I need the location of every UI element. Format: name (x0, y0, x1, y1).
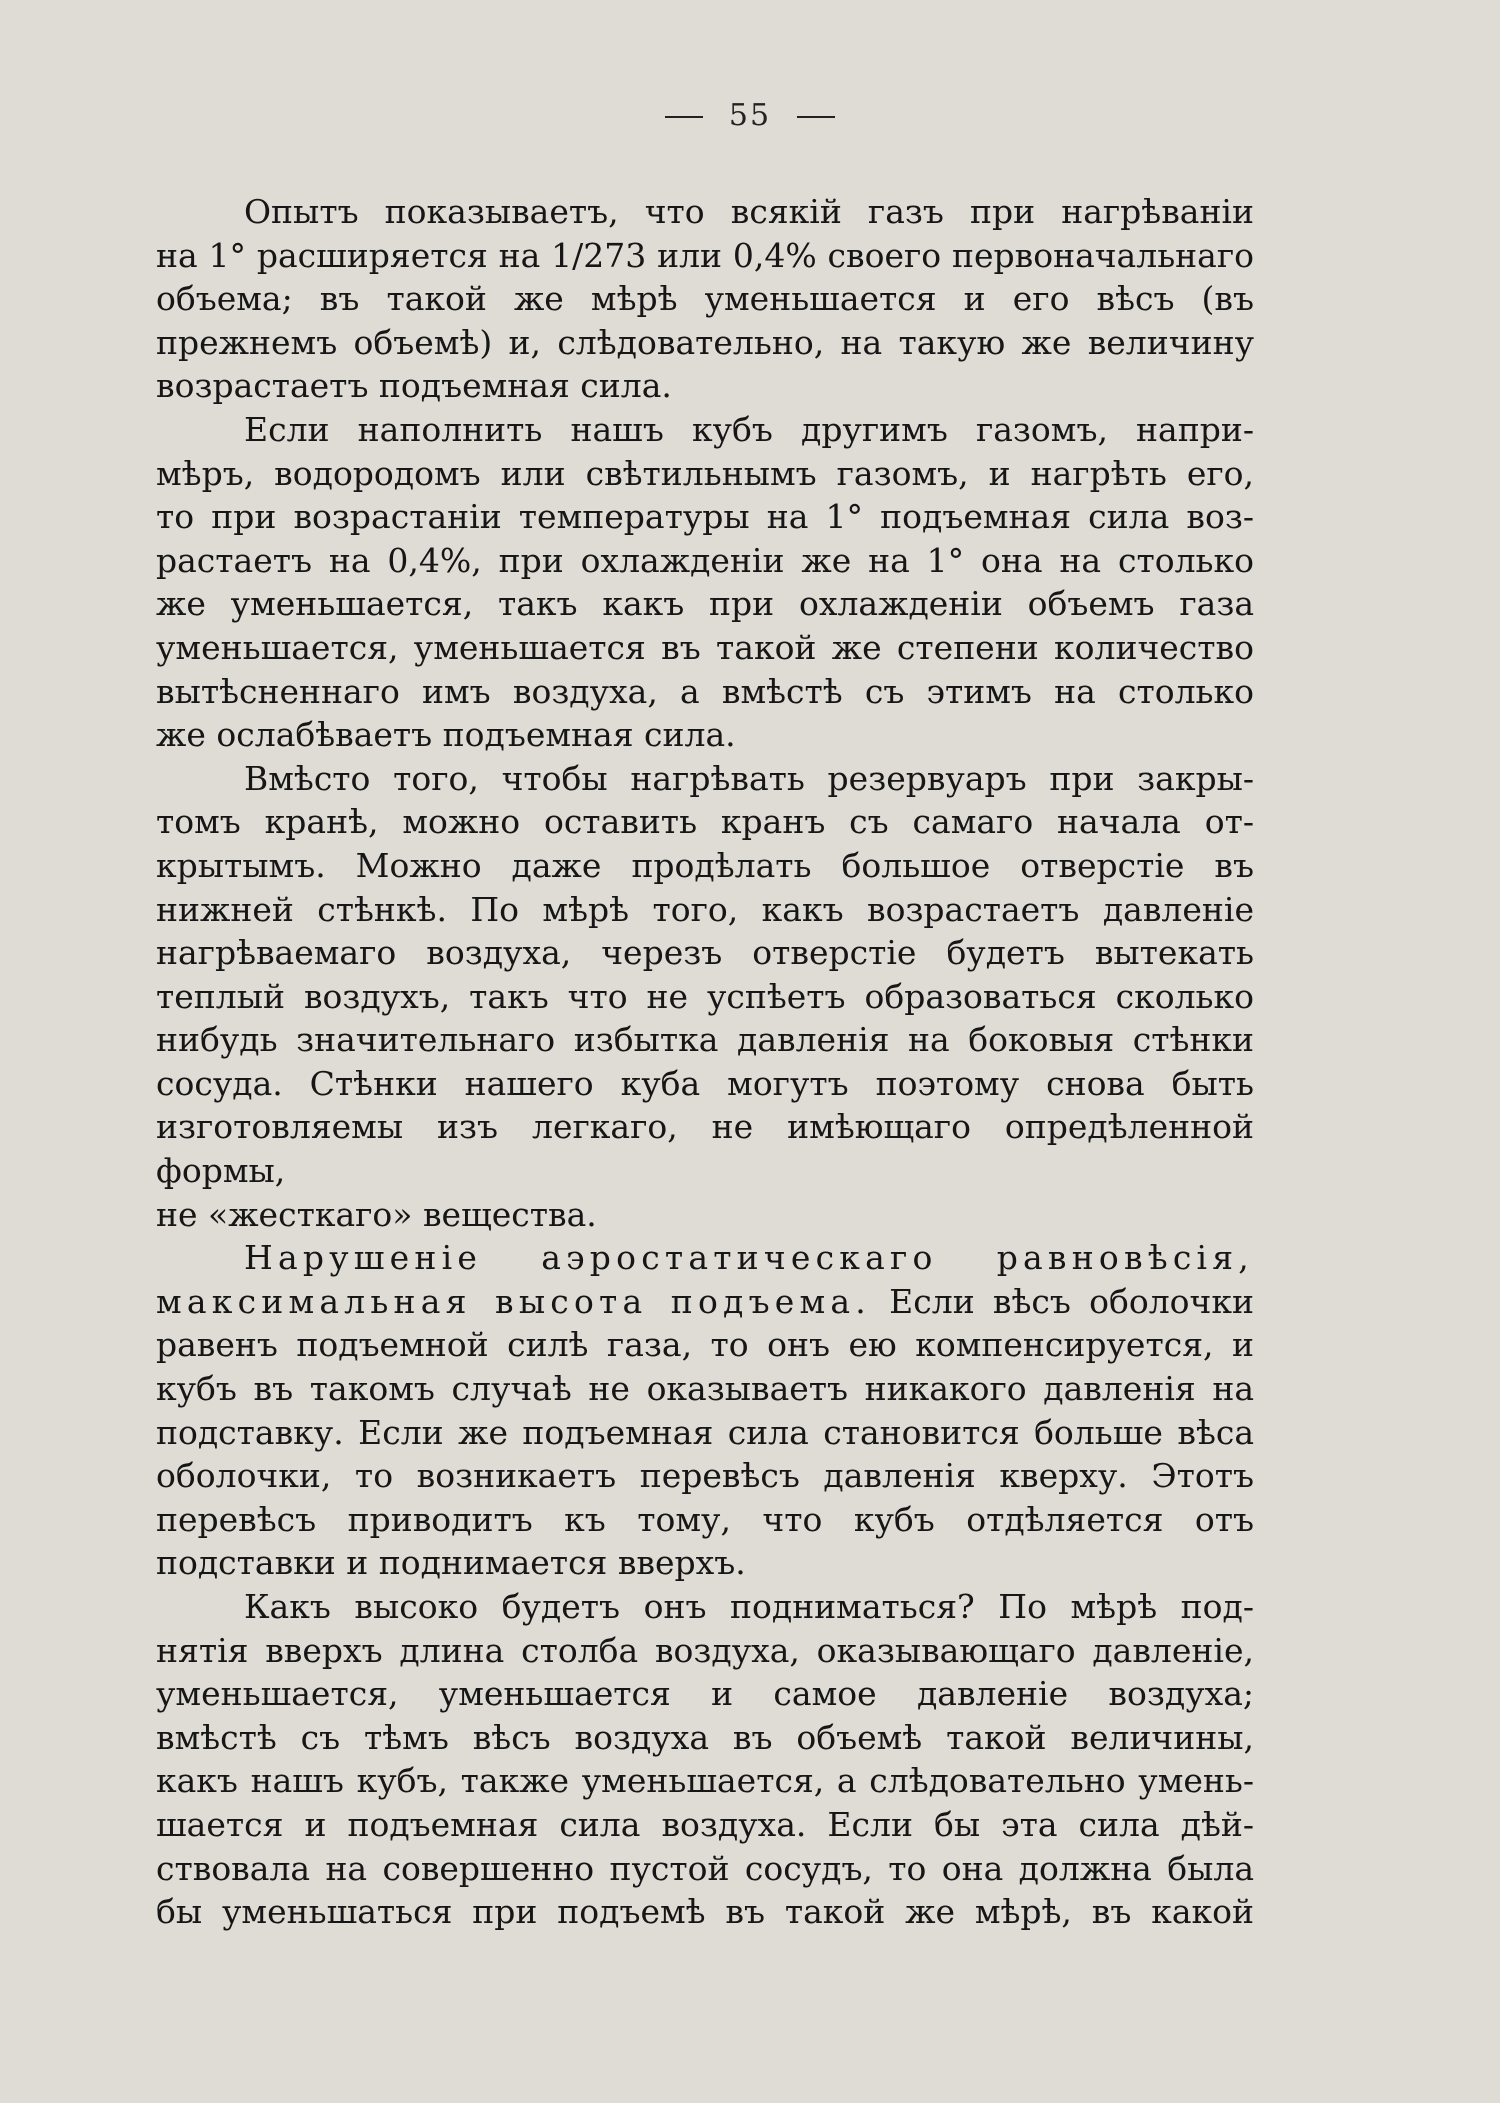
page-number: 55 (728, 98, 772, 133)
paragraph-4-line-3: кубъ въ такомъ случаѣ не оказываетъ никакого давленія на (156, 1369, 1254, 1409)
paragraph-2-line-3: то при возрастаніи температуры на 1° подъемная сила воз- (156, 497, 1254, 537)
paragraph-5-line-1: Какъ высоко будетъ онъ подниматься? По мѣрѣ под- (244, 1587, 1254, 1626)
paragraph-3-line-8: сосуда. Стѣнки нашего куба могутъ поэтому снова быть (156, 1063, 1254, 1103)
page-header (0, 98, 1500, 133)
paragraph-5-line-2: нятія вверхъ длина столба воздуха, оказывающаго давленіе, (156, 1630, 1254, 1670)
paragraph-3-line-7: нибудь значительнаго избытка давленія на боковыя стѣнки (156, 1020, 1254, 1060)
paragraph-2-line-1: Если наполнить нашъ кубъ другимъ газомъ, напри- (244, 409, 1254, 449)
paragraph-2-line-6: уменьшается, уменьшается въ такой же степени количество (156, 627, 1254, 667)
left-dash (665, 116, 703, 118)
section-heading-continued: максимальная высота подъема. (156, 1281, 871, 1321)
paragraph-1-line-3: объема; въ такой же мѣрѣ уменьшается и его вѣсъ (въ (156, 279, 1254, 319)
paragraph-2-line-2: мѣръ, водородомъ или свѣтильнымъ газомъ, и нагрѣть его, (156, 453, 1254, 493)
paragraph-4-line-2: равенъ подъемной силѣ газа, то онъ ею компенсируется, и (156, 1325, 1254, 1365)
paragraph-2-line-4: растаетъ на 0,4%, при охлажденіи же на 1° она на столько (156, 540, 1254, 580)
paragraph-4-line-5: оболочки, то возникаетъ перевѣсъ давленія кверху. Этотъ (156, 1456, 1254, 1496)
paragraph-3-line-9: изготовляемы изъ легкаго, не имѣющаго опредѣленной формы, (156, 1107, 1254, 1191)
paragraph-2-line-5: же уменьшается, такъ какъ при охлажденіи объемъ газа (156, 584, 1254, 624)
paragraph-3-line-10: не «жесткаго» вещества. (156, 1194, 597, 1234)
section-heading: Нарушеніе аэростатическаго равновѣсія, (244, 1238, 1254, 1278)
paragraph-5-line-5: какъ нашъ кубъ, также уменьшается, а слѣдовательно умень- (156, 1761, 1254, 1801)
paragraph-4 (156, 1236, 1254, 1585)
paragraph-2-line-8: же ослабѣваетъ подъемная сила. (156, 715, 736, 755)
paragraph-2-line-7: вытѣсненнаго имъ воздуха, а вмѣстѣ съ этимъ на столько (156, 671, 1254, 711)
paragraph-3-line-5: нагрѣваемаго воздуха, черезъ отверстіе будетъ вытекать (156, 933, 1254, 973)
paragraph-5-line-7: ствовала на совершенно пустой сосудъ, то она должна была (156, 1848, 1254, 1888)
paragraph-1-line-2: на 1° расширяется на 1/273 или 0,4% своего первоначальнаго (156, 235, 1254, 275)
paragraph-4-line-1 (156, 1280, 1254, 1324)
paragraph-3-line-2: томъ кранѣ, можно оставить кранъ съ самаго начала от- (156, 802, 1254, 842)
paragraph-4-line-1-text: Если вѣсъ оболочки (889, 1281, 1254, 1321)
paragraph-3-line-6: теплый воздухъ, такъ что не успѣетъ образоваться сколько (156, 976, 1254, 1016)
paragraph-3-line-3: крытымъ. Можно даже продѣлать большое отверстіе въ (156, 845, 1254, 885)
paragraph-1 (156, 190, 1254, 408)
paragraph-5-line-8: бы уменьшаться при подъемѣ въ такой же мѣрѣ, въ какой (156, 1892, 1254, 1932)
paragraph-2 (156, 408, 1254, 757)
paragraph-1-line-1: Опытъ показываетъ, что всякій газъ при нагрѣваніи (244, 192, 1254, 231)
paragraph-5-line-4: вмѣстѣ съ тѣмъ вѣсъ воздуха въ объемѣ такой величины, (156, 1717, 1254, 1757)
paragraph-5-line-3: уменьшается, уменьшается и самое давленіе воздуха; (156, 1674, 1254, 1714)
page-body (156, 190, 1254, 1934)
paragraph-5 (156, 1585, 1254, 1934)
right-dash (797, 116, 835, 118)
paragraph-1-line-5: возрастаетъ подъемная сила. (156, 366, 672, 406)
paragraph-5-line-6: шается и подъемная сила воздуха. Если бы эта сила дѣй- (156, 1804, 1254, 1844)
paragraph-3-line-1: Вмѣсто того, чтобы нагрѣвать резервуаръ при закры- (244, 758, 1254, 798)
paragraph-4-line-6: перевѣсъ приводитъ къ тому, что кубъ отдѣляется отъ (156, 1499, 1254, 1539)
paragraph-3 (156, 757, 1254, 1237)
paragraph-3-line-4: нижней стѣнкѣ. По мѣрѣ того, какъ возрастаетъ давленіе (156, 889, 1254, 929)
paragraph-4-line-4: подставку. Если же подъемная сила становится больше вѣса (156, 1412, 1254, 1452)
paragraph-1-line-4: прежнемъ объемѣ) и, слѣдовательно, на такую же величину (156, 322, 1254, 362)
paragraph-4-line-7: подставки и поднимается вверхъ. (156, 1543, 746, 1583)
